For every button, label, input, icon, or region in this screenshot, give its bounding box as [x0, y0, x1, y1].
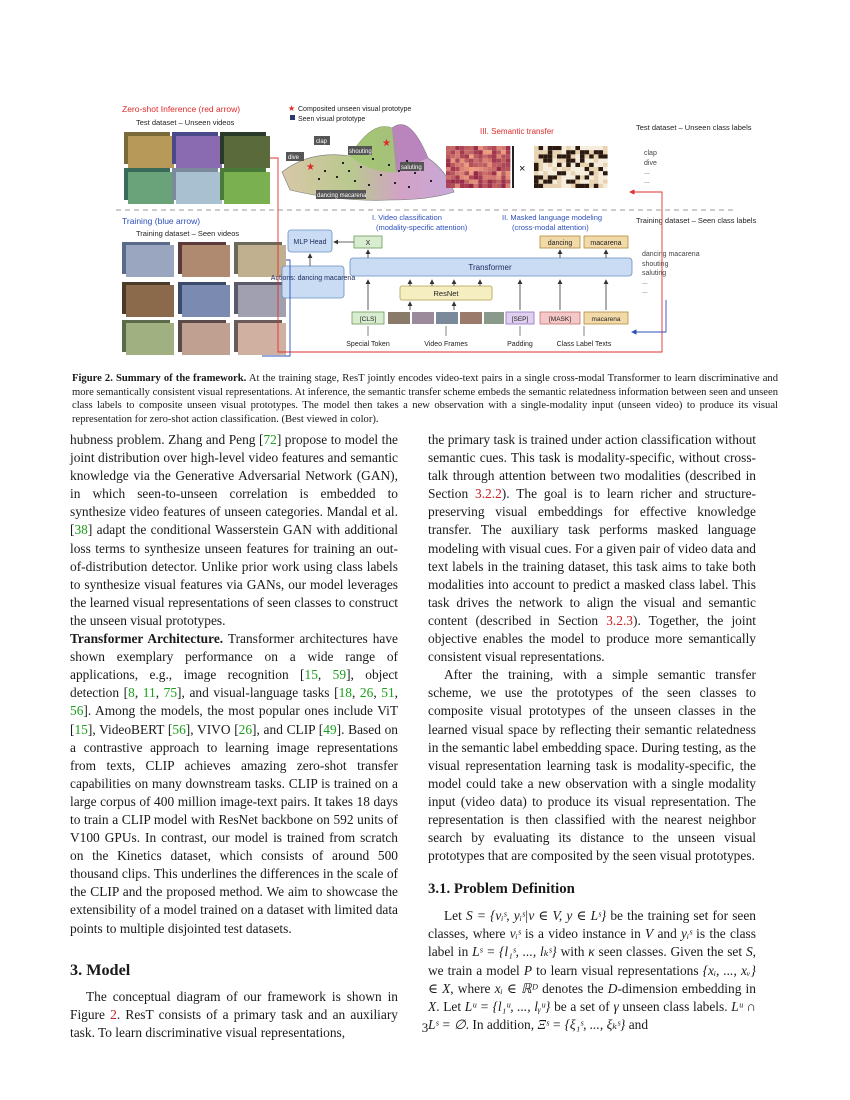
semantic-transfer-label: III. Semantic transfer	[480, 127, 554, 136]
svg-text:dive: dive	[644, 160, 657, 167]
caption-text: At the training stage, ResT jointly encodes video-text pairs in a single cross-modal Transformer to learn discriminative and more semantically consistent visual representations. At inference, the semantic transfer scheme embeds the semantic relatedness information between seen and unseen class labels to composite unseen visual prototypes. The model then takes a new observation with a single-modality input (unseen video) to produce its visual representation for zero-shot action classification. (Best viewed in color).	[72, 373, 779, 425]
unseen-label-list	[644, 150, 657, 185]
label-class-text: Class Label Texts	[556, 341, 612, 348]
citation-link[interactable]: 51	[381, 685, 395, 701]
x-token-box	[354, 236, 382, 248]
citation-link[interactable]: 38	[74, 522, 88, 538]
svg-text:macarena: macarena	[590, 240, 622, 247]
legend-square-label: Seen visual prototype	[298, 116, 366, 123]
video-frame-tokens	[388, 312, 504, 324]
section-ref-link[interactable]: 3.2.2	[475, 486, 502, 502]
legend-star-icon: ★	[288, 104, 296, 113]
svg-text:...: ...	[644, 169, 650, 176]
citation-link[interactable]: 75	[163, 685, 178, 701]
framework-figure	[110, 100, 757, 360]
citation-link[interactable]: 56	[172, 721, 186, 737]
svg-text:saluting: saluting	[401, 165, 422, 171]
svg-text:dancing: dancing	[547, 240, 573, 247]
figure-ref-link[interactable]: 2	[110, 1006, 117, 1022]
svg-text:shouting: shouting	[349, 149, 372, 155]
left-column	[70, 431, 398, 1042]
resnet-block	[400, 286, 492, 300]
macarena-token	[584, 312, 628, 324]
unseen-labels-title: Test dataset – Unseen class labels	[636, 123, 752, 132]
citation-link[interactable]: 72	[263, 432, 277, 447]
video-cls-sub: (modality-specific attention)	[376, 223, 468, 232]
visual-space-manifold	[282, 125, 454, 201]
semantic-matrix-right	[534, 146, 608, 188]
test-videos-label: Test dataset – Unseen videos	[136, 118, 235, 127]
zero-shot-title: Zero-shot Inference (red arrow)	[122, 104, 241, 114]
mlp-head-box	[288, 230, 332, 252]
label-video-frames: Video Frames	[424, 341, 468, 348]
svg-text:clap: clap	[316, 139, 328, 145]
related-work-paragraph: hubness problem. Zhang and Peng [72] propose to model the joint distribution over high-level video features and semantic knowledge via the Generative Adversarial Network (GAN), in which seen-to-unseen correlation is embedded to synthesize video features of unseen categories. Mandal et al. [38] adapt the conditional Wasserstein GAN with additional loss terms to synthesize unseen features for training an out-of-distribution detector. Unlike prior work using class labels to synthesize visual features via GANs, our model leverages the learned visual representations of seen classes to construct the unseen visual prototypes.	[70, 432, 398, 628]
svg-text:dancing macarena: dancing macarena	[642, 251, 700, 258]
svg-text:★: ★	[382, 138, 391, 149]
mask-token	[540, 312, 580, 324]
seen-label-list	[642, 251, 700, 295]
right-column	[428, 431, 756, 1034]
svg-text:★: ★	[306, 162, 315, 173]
citation-link[interactable]: 59	[332, 667, 347, 683]
problem-definition-paragraph: Let S = {vᵢˢ, yᵢˢ|v ∈ V, y ∈ Lˢ} be the training set for seen classes, where vᵢˢ is a video instance in V and yᵢˢ is the class label in Lˢ = {l₁ˢ, ..., lₖˢ} with κ seen classes. Given the set S, we train a model P to learn visual representations {xᵢ, ..., xᵥ} ∈ X, where xᵢ ∈ ℝᴰ denotes the D-dimension embedding in X. Let Lᵘ = {l₁ᵘ, ..., lᵧᵘ} be a set of γ unseen class labels. Lᵘ ∩ Lˢ = ∅. In addition, Ξˢ = {ξ₁ˢ, ..., ξₖˢ} and	[428, 908, 757, 1032]
svg-text:ResNet: ResNet	[433, 289, 459, 298]
output-macarena-box	[584, 236, 628, 248]
svg-text:Actions: dancing macarena: Actions: dancing macarena	[270, 275, 356, 282]
citation-link[interactable]: 8	[128, 685, 135, 701]
output-dancing-box	[540, 236, 580, 248]
svg-text:clap: clap	[644, 150, 657, 157]
svg-text:dive: dive	[288, 155, 300, 161]
svg-text:[SEP]: [SEP]	[511, 316, 529, 323]
citation-link[interactable]: 26	[238, 721, 253, 737]
citation-link[interactable]: 49	[323, 721, 337, 737]
tasks-paragraph: the primary task is trained under action classification without semantic cues. This task is modality-specific, without cross-talk through attention between two modalities (described in Section 3.2.2). The goal is to learn richer and structure-preserving visual embeddings for effective knowledge transfer. The auxiliary task performs masked language modeling with visual cues. For a given pair of video data and text labels in the training dataset, this task aims to take both modalities into account to predict a masked class label. This task drives the network to align the visual and semantic content (described in Section 3.2.3). Together, the joint objective enables the model to produce more semantically consistent visual representations.	[428, 432, 756, 665]
video-cls-label: I. Video classification	[372, 213, 442, 222]
svg-text:X: X	[365, 240, 371, 247]
transformer-block	[350, 258, 632, 276]
svg-text:[MASK]: [MASK]	[548, 316, 572, 323]
figure-caption	[72, 372, 778, 426]
svg-text:[CLS]: [CLS]	[359, 316, 377, 323]
times-symbol: ×	[519, 163, 526, 175]
train-videos-label: Training dataset – Seen videos	[136, 229, 240, 238]
train-video-thumbnails	[122, 242, 286, 355]
section-model-heading: 3. Model	[70, 960, 131, 979]
transformer-heading: Transformer Architecture.	[70, 631, 224, 647]
seen-labels-title: Training dataset – Seen class labels	[636, 216, 757, 225]
citation-link[interactable]: 56	[70, 703, 84, 719]
caption-lead: Figure 2. Summary of the framework.	[72, 373, 247, 384]
sep-token	[506, 312, 534, 324]
svg-text:MLP Head: MLP Head	[293, 239, 327, 246]
transformer-paragraph: Transformer Architecture. Transformer architectures have shown exemplary performance on a wide range of applications, e.g., image recognition [15, 59], object detection [8, 11, 75], and visual-language tasks [18, 26, 51, 56]. Among the models, the most popular ones include ViT [15], VideoBERT [56], VIVO [26], and CLIP [49]. Based on a contrastive approach to learning image representations from texts, CLIP achieves amazing zero-shot transfer capabilities on many downstream tasks. CLIP is trained on a large corpus of 400 million image-text pairs. It takes 18 days to train a CLIP model with ResNet backbone on 592 units of V100 GPUs. In contrast, our model is trained from scratch on the Kinetics dataset, which consists of around 500 thousand clips. This underlines the differences in the scale of the CLIP and the proposed method. We aim to showcase the extensibility of a model trained on a dataset with limited data points to multiple disjointed test datasets.	[70, 631, 399, 936]
page-number: 3	[421, 1020, 429, 1035]
semantic-transfer-paragraph: After the training, with a simple semantic transfer scheme, we use the prototypes of the seen classes to composite visual prototypes of the unseen classes in the learned visual space by reflecting their semantic relatedness in the semantic label embedding space. During testing, as the visual representation learning task is modality-specific, the model could take a new observation with a single modality input (video data) to produce its visual representation. The representation is then classified with the nearest neighbor search by evaluating its distance to the unseen visual prototypes that are composited by the seen visual prototypes.	[428, 667, 756, 864]
svg-text:macarena: macarena	[591, 316, 621, 323]
citation-link[interactable]: 18	[338, 685, 352, 701]
svg-text:...: ...	[642, 288, 648, 295]
cls-token	[352, 312, 384, 324]
section-ref-link[interactable]: 3.2.3	[606, 612, 633, 628]
svg-text:...: ...	[644, 178, 650, 185]
svg-text:shouting: shouting	[642, 261, 669, 268]
citation-link[interactable]: 11	[142, 685, 156, 701]
citation-link[interactable]: 26	[359, 685, 374, 701]
semantic-matrix-left	[446, 146, 510, 188]
section-problem-heading: 3.1. Problem Definition	[428, 881, 575, 898]
label-special-token: Special Token	[346, 341, 390, 348]
svg-text:dancing macarena: dancing macarena	[317, 193, 367, 199]
citation-link[interactable]: 15	[304, 667, 318, 683]
svg-text:...: ...	[642, 279, 648, 286]
mlm-label: II. Masked language modeling	[502, 213, 603, 222]
citation-link[interactable]: 15	[74, 721, 88, 737]
mlm-sub: (cross-modal attention)	[512, 223, 589, 232]
training-title: Training (blue arrow)	[122, 216, 201, 226]
test-video-thumbnails	[124, 132, 270, 204]
label-padding: Padding	[507, 341, 533, 348]
actions-box	[271, 266, 356, 298]
model-intro-paragraph: The conceptual diagram of our framework is shown in Figure 2. ResT consists of a primary task and an auxiliary task. To learn discriminative visual representations,	[70, 988, 398, 1040]
svg-text:saluting: saluting	[642, 270, 667, 277]
svg-text:Transformer: Transformer	[468, 263, 512, 272]
legend-star-label: Composited unseen visual prototype	[298, 106, 412, 113]
legend-square-icon	[290, 115, 295, 120]
